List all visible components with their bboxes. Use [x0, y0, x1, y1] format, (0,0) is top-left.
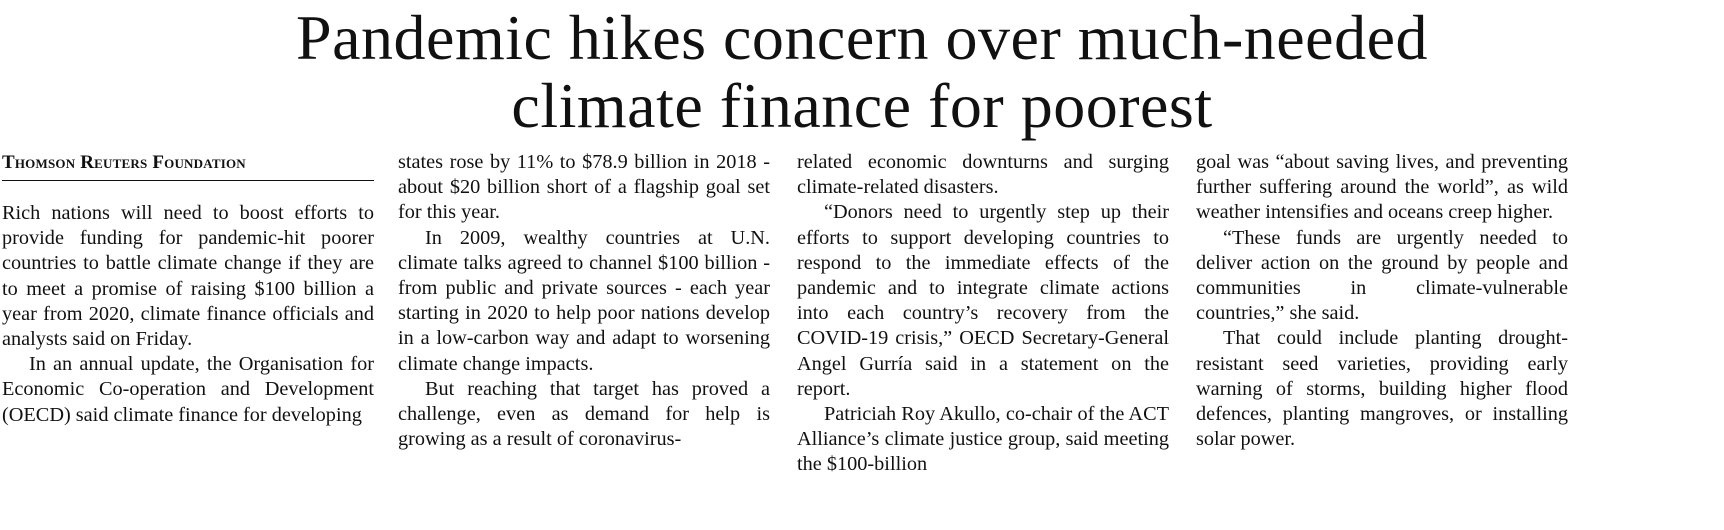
article-paragraph: But reaching that target has proved a challenge, even as demand for help is growing as a result of coronavirus- — [398, 377, 770, 451]
article-paragraph: In 2009, wealthy countries at U.N. climate talks agreed to channel $100 billion - from public and private sources - each year starting in 2020 to help poor nations develop in a low-carbon way and adapt to worsening climate change impacts. — [398, 226, 770, 375]
headline-line-1: Pandemic hikes concern over much-needed — [296, 2, 1428, 73]
article-column-1 — [2, 150, 374, 428]
article-paragraph: states rose by 11% to $78.9 billion in 2018 - about $20 billion short of a flagship goal set for this year. — [398, 151, 770, 224]
article-paragraph: Patriciah Roy Akullo, co-chair of the ACT Alliance’s climate justice group, said meeting the $100-billion — [797, 403, 1169, 476]
byline: Thomson Reuters Foundation — [2, 150, 374, 181]
article-paragraph: “These funds are urgently needed to deliver action on the ground by people and communities in climate-vulnerable countries,” she said. — [1196, 226, 1568, 325]
article-paragraph: goal was “about saving lives, and preventing further suffering around the world”, as wild weather intensifies and oceans creep higher. — [1196, 151, 1568, 224]
article-paragraph: Rich nations will need to boost efforts to provide funding for pandemic-hit poorer countries to battle climate change if they are to meet a promise of raising $100 billion a year from 2020, climate finance officials and analysts said on Friday. — [2, 202, 374, 351]
article-paragraph: In an annual update, the Organisation for Economic Co-operation and Development (OECD) said climate finance for developing — [2, 353, 374, 426]
article-paragraph: “Donors need to urgently step up their efforts to support developing countries to respond to the immediate effects of the pandemic and to integrate climate actions into each country’s recovery from the COVID-19 crisis,” OECD Secretary-General Angel Gurría said in a statement on the report. — [797, 201, 1169, 400]
article-column-2 — [398, 150, 770, 452]
article-paragraph: That could include planting drought-resistant seed varieties, providing early warning of storms, building higher flood defences, planting mangroves, or installing solar power. — [1196, 327, 1568, 451]
article-paragraph: related economic downturns and surging climate-related disasters. — [797, 151, 1169, 199]
article-column-3 — [797, 150, 1169, 478]
headline-line-2: climate finance for poorest — [511, 70, 1213, 141]
article-column-4 — [1196, 150, 1568, 452]
headline — [0, 4, 1724, 140]
